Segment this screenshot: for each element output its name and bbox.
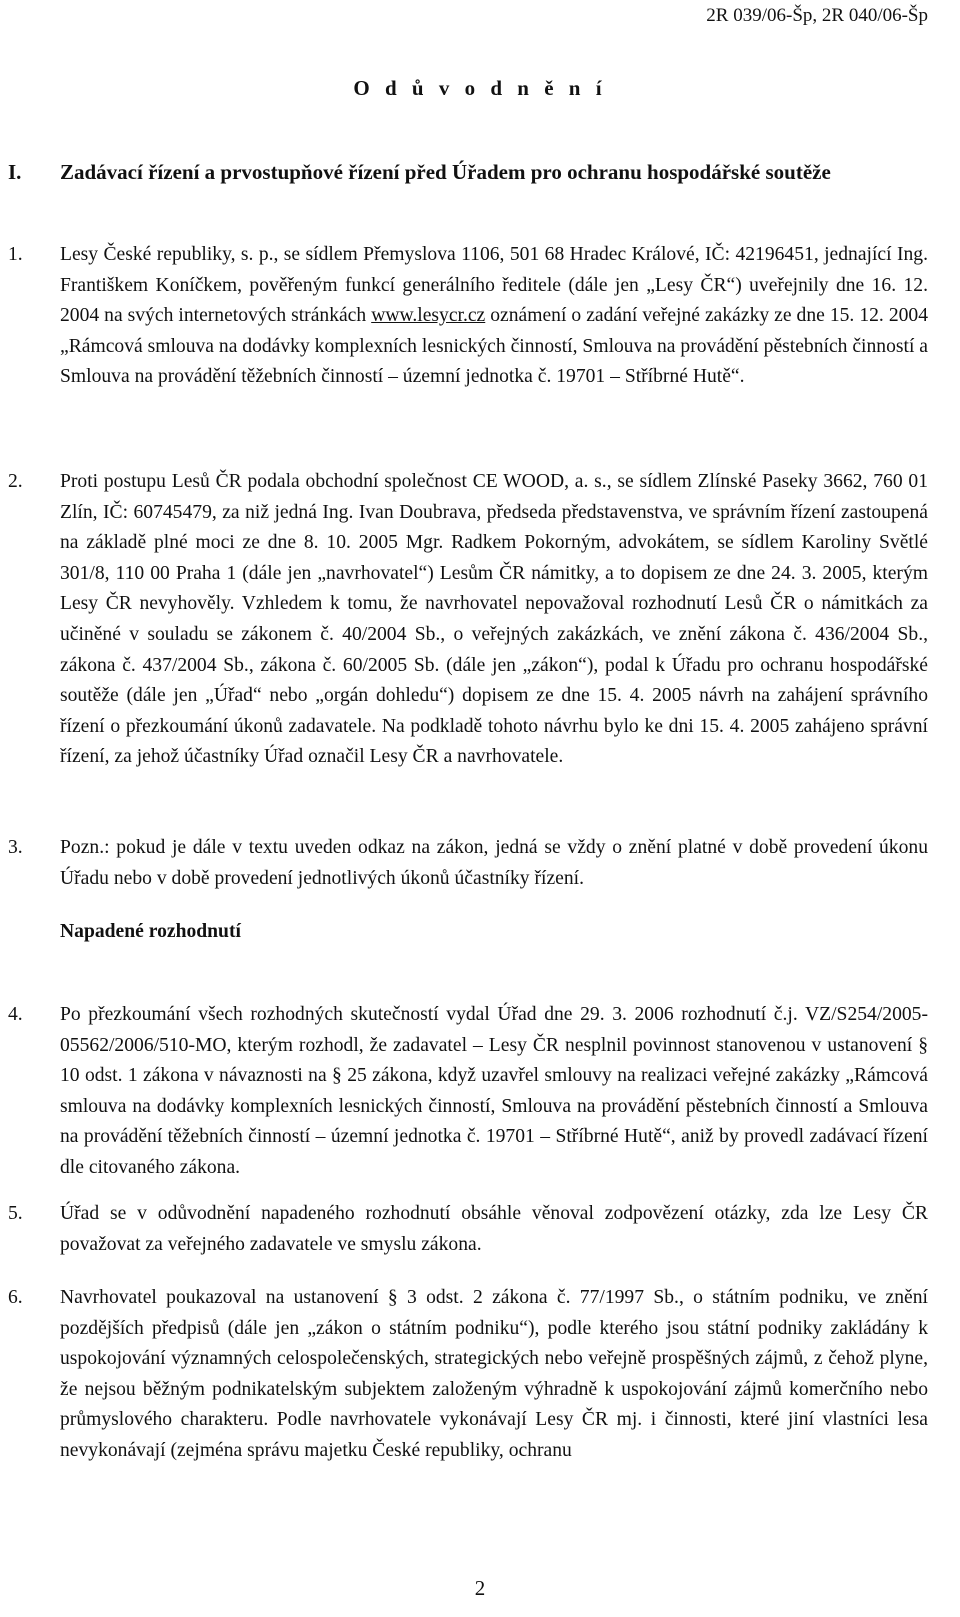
paragraph-5 <box>8 1199 928 1260</box>
section-heading <box>8 158 928 187</box>
paragraph-text-part: oznámení o zadání veřejné zakázky ze dne 15. 12. 2004 „Rámcová smlouva na dodávky komplexních lesnických činností, Smlouva na provádění pěstebních činností a Smlouva na provádění těžebních činností – územní jednotka č. 19701 – Stříbrné Hutě“. <box>60 305 929 388</box>
paragraph-number: 5. <box>8 1203 23 1224</box>
paragraph-number: 1. <box>8 244 23 265</box>
paragraph-1 <box>8 240 928 393</box>
page-title: O d ů v o d n ě n í <box>353 76 607 100</box>
paragraph-number: 2. <box>8 471 23 492</box>
section-heading-text: Zadávací řízení a prvostupňové řízení před Úřadem pro ochranu hospodářské soutěže <box>60 160 831 184</box>
paragraph-number: 6. <box>8 1287 23 1308</box>
paragraph-text: Proti postupu Lesů ČR podala obchodní společnost CE WOOD, a. s., se sídlem Zlínské Paseky 3662, 760 01 Zlín, IČ: 60745479, za niž jedná Ing. Ivan Doubrava, předseda představenstva, ve správním řízení zastoupená na základě plné moci ze dne 8. 10. 2005 Mgr. Radkem Pokorným, advokátem, se sídlem Karoliny Světlé 301/8, 110 00 Praha 1 (dále jen „navrhovatel“) Lesům ČR námitky, a to dopisem ze dne 24. 3. 2005, kterým Lesy ČR nevyhověly. Vzhledem k tomu, že navrhovatel nepovažoval rozhodnutí Lesů ČR o námitkách za učiněné v souladu se zákonem č. 40/2004 Sb., o veřejných zakázkách, ve znění zákona č. 436/2004 Sb., zákona č. 437/2004 Sb., zákona č. 60/2005 Sb. (dále jen „zákon“), podal k Úřadu pro ochranu hospodářské soutěže (dále jen „Úřad“ nebo „orgán dohledu“) dopisem ze dne 15. 4. 2005 návrh na zahájení správního řízení o přezkoumání úkonů zadavatele. Na podkladě tohoto návrhu bylo ke dni 15. 4. 2005 zahájeno správní řízení, za jehož účastníky Úřad označil Lesy ČR a navrhovatele. <box>60 471 928 768</box>
paragraph-number: 3. <box>8 837 23 858</box>
paragraph-number: 4. <box>8 1004 23 1025</box>
paragraph-text: Po přezkoumání všech rozhodných skutečností vydal Úřad dne 29. 3. 2006 rozhodnutí č.j. VZ/S254/2005-05562/2006/510-MO, kterým rozhodl, že zadavatel – Lesy ČR nesplnil povinnost stanovenou v ustanovení § 10 odst. 1 zákona v návaznosti na § 25 zákona, když uzavřel smlouvy na realizaci veřejné zakázky „Rámcová smlouva na dodávky komplexních lesnických činností, Smlouva na provádění pěstebních činností a Smlouva na provádění těžebních činností – územní jednotka č. 19701 – Stříbrné Hutě“, aniž by provedl zadávací řízení dle citovaného zákona. <box>60 1004 928 1178</box>
paragraph-2 <box>8 467 928 773</box>
section-number: I. <box>8 160 22 184</box>
paragraph-4 <box>8 1000 928 1184</box>
subheading-contested-decision: Napadené rozhodnutí <box>60 921 241 942</box>
paragraph-3 <box>8 833 928 894</box>
document-reference: 2R 039/06-Šp, 2R 040/06-Šp <box>706 5 928 26</box>
paragraph-text <box>60 240 928 393</box>
website-link[interactable]: www.lesycr.cz <box>371 305 486 327</box>
paragraph-text: Pozn.: pokud je dále v textu uveden odkaz na zákon, jedná se vždy o znění platné v době provedení úkonu Úřadu nebo v době provedení jednotlivých úkonů účastníky řízení. <box>60 837 928 889</box>
paragraph-text-part: Lesy České republiky, s. p., se sídlem Přemyslova 1106, 501 68 Hradec Králové, IČ: 42196451, jednající Ing. Františkem Koníčkem, pověřeným funkcí generálního ředitele (dále jen „Lesy ČR“) uveřejnily dne 16. 12. 2004 na svých internetových stránkách <box>60 244 928 327</box>
paragraph-text: Úřad se v odůvodnění napadeného rozhodnutí obsáhle věnoval zodpovězení otázky, zda lze Lesy ČR považovat za veřejného zadavatele ve smyslu zákona. <box>60 1203 928 1255</box>
paragraph-6 <box>8 1283 928 1467</box>
page-number: 2 <box>474 1576 486 1600</box>
paragraph-text: Navrhovatel poukazoval na ustanovení § 3 odst. 2 zákona č. 77/1997 Sb., o státním podniku, ve znění pozdějších předpisů (dále jen „zákon o státním podniku“), podle kterého jsou státní podniky zakládány k uspokojování významných celospolečenských, strategických nebo veřejně prospěšných zájmů, z čehož plyne, že nejsou běžným podnikatelským subjektem založeným výhradně k uspokojování zájmů komerčního nebo průmyslového charakteru. Podle navrhovatele vykonávají Lesy ČR mj. i činnosti, které jiní vlastníci lesa nevykonávají (zejména správu majetku České republiky, ochranu <box>60 1287 928 1461</box>
